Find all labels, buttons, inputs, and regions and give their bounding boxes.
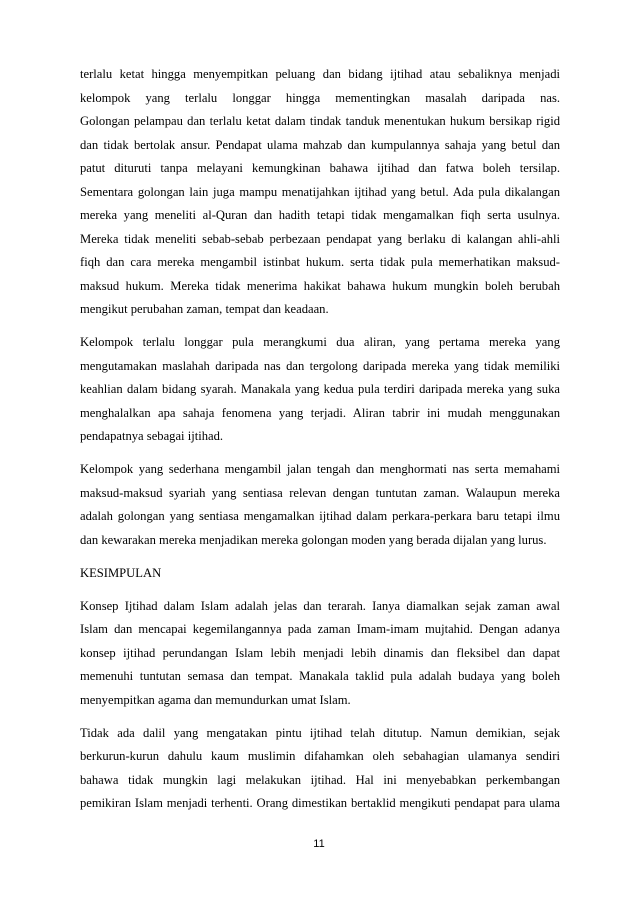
text-line: Kelompok yang sederhana mengambil jalan tengah dan menghormati nas serta memahami	[80, 462, 560, 476]
text-line: keahlian dalam bidang syarah. Manakala yang kedua pula terdiri daripada mereka yang suka	[80, 382, 560, 396]
paragraph-3	[80, 458, 560, 552]
text-line: berkurun-kurun dahulu kaum muslimin difahamkan oleh sebahagian ulamanya sendiri	[80, 749, 560, 763]
text-line: menyempitkan agama dan memundurkan umat Islam.	[80, 692, 351, 707]
text-line: memenuhi tuntutan semasa dan tempat. Manakala taklid pula adalah budaya yang boleh	[80, 669, 560, 683]
text-line: kelompok yang terlalu longgar hingga mementingkan masalah daripada nas.	[80, 90, 560, 105]
text-line: pendapatnya sebagai ijtihad.	[80, 429, 224, 443]
text-line: dan tidak bertolak ansur. Pendapat ulama mahzab dan kumpulannya sahaja yang betul dan	[80, 137, 560, 152]
paragraph-1	[80, 63, 560, 322]
text-line: dan kewarakan mereka menjadikan mereka golongan moden yang berada dijalan yang lurus.	[80, 532, 547, 547]
text-line: maksud hukum. Mereka tidak menerima hakikat bahawa hukum mungkin boleh berubah	[80, 278, 560, 293]
section-heading: KESIMPULAN	[80, 565, 162, 580]
text-line: Kelompok terlalu longgar pula merangkumi dua aliran, yang pertama mereka yang	[80, 335, 560, 349]
text-line: pemikiran Islam menjadi terhenti. Orang dimestikan bertaklid mengikuti pendapat para ulama	[80, 796, 560, 810]
text-line: Sementara golongan lain juga mampu menatijahkan ijtihad yang betul. Ada pula dikalangan	[80, 184, 560, 199]
text-line: Mereka tidak meneliti sebab-sebab perbezaan pendapat yang berlaku di kalangan ahli-ahli	[80, 231, 560, 246]
text-line: mengikut perubahan zaman, tempat dan keadaan.	[80, 302, 329, 316]
text-line: Islam dan mencapai kegemilangannya pada zaman Imam-imam mujtahid. Dengan adanya	[80, 622, 560, 636]
conclusion-paragraph-1	[80, 595, 560, 713]
text-line: menghalalkan apa sahaja fenomena yang terjadi. Aliran tabrir ini mudah menggunakan	[80, 405, 560, 420]
text-line: bahawa tidak mungkin lagi melakukan ijtihad. Hal ini menyebabkan perkembangan	[80, 772, 560, 787]
text-line: fiqh dan cara mereka mengambil istinbat hukum. serta tidak pula memerhatikan maksud-	[80, 255, 560, 269]
text-line: Tidak ada dalil yang mengatakan pintu ijtihad telah ditutup. Namun demikian, sejak	[80, 725, 560, 740]
text-line: Konsep Ijtihad dalam Islam adalah jelas dan terarah. Ianya diamalkan sejak zaman awal	[80, 598, 560, 613]
text-line: konsep ijtihad perundangan Islam lebih menjadi lebih dinamis dan fleksibel dan dapat	[80, 645, 560, 660]
text-line: maksud-maksud syariah yang sentiasa relevan dengan tuntutan zaman. Walaupun mereka	[80, 485, 560, 500]
conclusion-paragraph-2	[80, 722, 560, 816]
document-body	[80, 63, 560, 825]
text-line: patut dituruti tanpa melayani kemungkinan bahawa ijtihad dan fatwa boleh tersilap.	[80, 161, 560, 175]
page-number: 11	[313, 838, 325, 850]
text-line: terlalu ketat hingga menyempitkan peluang dan bidang ijtihad atau sebaliknya menjadi	[80, 67, 560, 81]
text-line: mereka yang meneliti al-Quran dan hadith tetapi tidak mengamalkan fiqh serta usulnya.	[80, 208, 560, 222]
text-line: mengutamakan maslahah daripada nas dan tergolong daripada mereka yang tidak memiliki	[80, 358, 560, 373]
text-line: adalah golongan yang sentiasa mengamalkan ijtihad dalam perkara-perkara baru tetapi ilmu	[80, 509, 560, 523]
text-line: Golongan pelampau dan terlalu ketat dalam tindak tanduk menentukan hukum bersikap rigid	[80, 114, 560, 128]
paragraph-2	[80, 331, 560, 449]
